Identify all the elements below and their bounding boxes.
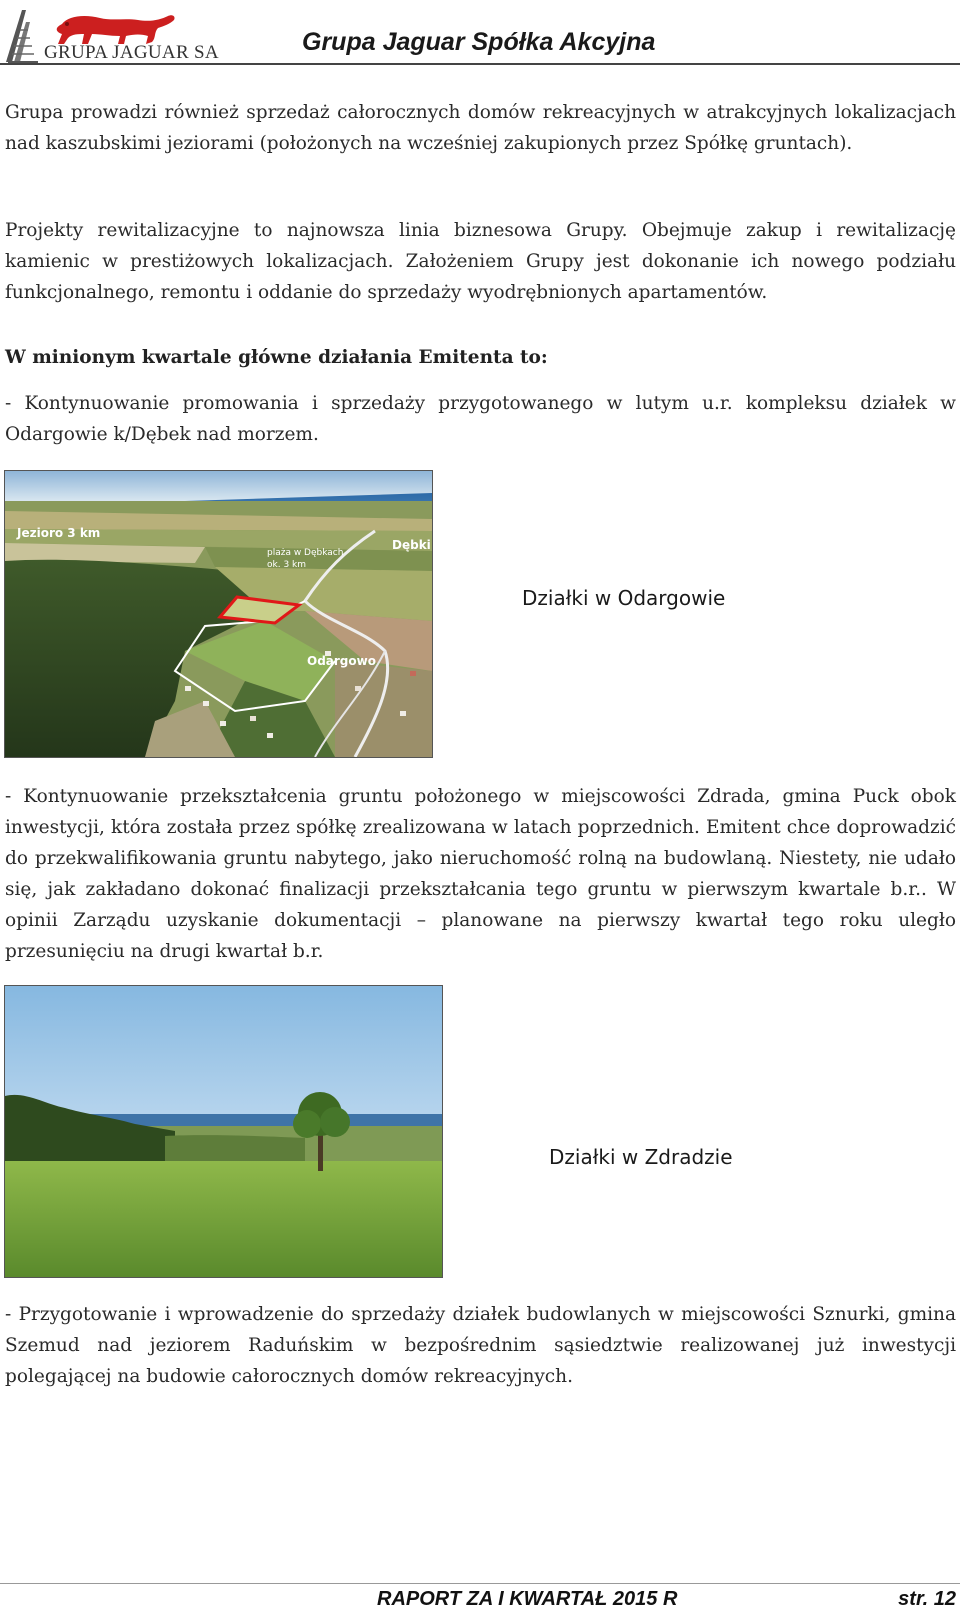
footer-report-title: RAPORT ZA I KWARTAŁ 2015 R: [377, 1588, 678, 1610]
page-header: [0, 0, 960, 66]
footer-divider: [0, 1583, 960, 1584]
map-label-lake: Jezioro 3 km: [17, 526, 101, 540]
header-title: Grupa Jaguar Spółka Akcyjna: [302, 28, 656, 56]
logo-text: GRUPA JAGUAR SA: [44, 42, 219, 63]
section-heading: W minionym kwartale główne działania Emitenta to:: [5, 347, 548, 368]
figure1-caption: Działki w Odargowie: [522, 586, 726, 610]
map-label-beach-2: ok. 3 km: [267, 560, 307, 570]
figure2-caption: Działki w Zdradzie: [549, 1145, 733, 1169]
paragraph-sznurki: - Przygotowanie i wprowadzenie do sprzedaży działek budowlanych w miejscowości Sznurki, gmina Szemud nad jeziorem Raduńskim w bezpośrednim sąsiedztwie realizowanej już inwestycji polegającej na budowie całorocznych domów rekreacyjnych.: [5, 1304, 956, 1387]
footer-page-number: str. 12: [898, 1588, 956, 1610]
map-label-beach-1: plaża w Dębkach: [267, 548, 344, 558]
zdrada-meadow-photo: [4, 985, 443, 1278]
company-logo: [4, 4, 219, 64]
map-label-debki: Dębki: [392, 538, 431, 552]
paragraph-zdrada: - Kontynuowanie przekształcenia gruntu położonego w miejscowości Zdrada, gmina Puck obok inwestycji, która została przez spółkę zrealizowana w latach poprzednich. Emitent chce doprowadzić do przekwalifikowania gruntu nabytego, jako nieruchomość rolną na budowlaną. Niestety, nie udało się, jak zakładano dokonać finalizacji przekształcania tego gruntu w pierwszym kwartale b.r.. W opinii Zarządu uzyskanie dokumentacji – planowane na pierwszy kwartał tego roku uległo przesunięciu na drugi kwartał b.r.: [5, 786, 956, 962]
paragraph-recreational-homes: Grupa prowadzi również sprzedaż całorocznych domów rekreacyjnych w atrakcyjnych lokalizacjach nad kaszubskimi jeziorami (położonych na wcześniej zakupionych przez Spółkę gruntach).: [5, 102, 956, 154]
map-label-odargowo: Odargowo: [307, 654, 376, 668]
paragraph-odargowo: - Kontynuowanie promowania i sprzedaży przygotowanego w lutym u.r. kompleksu działek w Odargowie k/Dębek nad morzem.: [5, 393, 956, 445]
header-divider: [0, 63, 960, 65]
paragraph-revitalization: Projekty rewitalizacyjne to najnowsza linia biznesowa Grupy. Obejmuje zakup i rewitalizację kamienic w prestiżowych lokalizacjach. Założeniem Grupy jest dokonanie ich nowego podziału funkcjonalnego, remontu i oddanie do sprzedaży wyodrębnionych apartamentów.: [5, 220, 956, 303]
odargowo-aerial-photo: [4, 470, 433, 758]
